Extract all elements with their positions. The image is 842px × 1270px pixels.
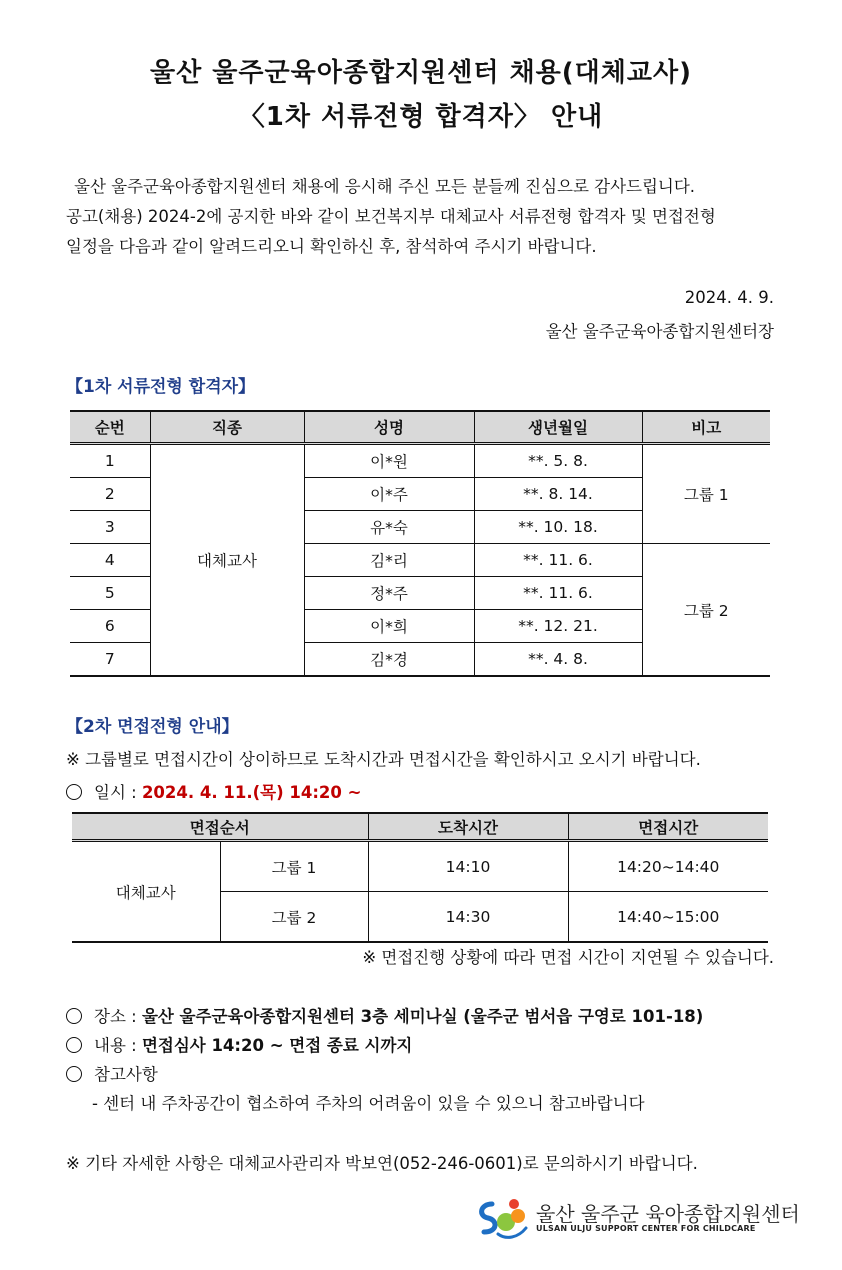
- row-name: 유*숙: [304, 511, 474, 544]
- interview-schedule-table: [72, 812, 768, 943]
- table-row: [72, 841, 768, 892]
- datetime-label: 일시 :: [94, 783, 142, 802]
- row-no: 5: [70, 577, 150, 610]
- row-name: 정*주: [304, 577, 474, 610]
- row-no: 1: [70, 444, 150, 478]
- job-cell: 대체교사: [72, 841, 220, 943]
- group-1-cell: 그룹 1: [642, 444, 770, 544]
- place-label: 장소 :: [94, 1007, 142, 1026]
- header-interview: 면접시간: [568, 813, 768, 841]
- header-note: 비고: [642, 411, 770, 444]
- content-value: 면접심사 14:20 ~ 면접 종료 시까지: [141, 1036, 413, 1055]
- section1-title: 【1차 서류전형 합격자】: [66, 377, 256, 397]
- table-header-row: [72, 813, 768, 841]
- reference-item: - 센터 내 주차공간이 협소하여 주차의 어려움이 있을 수 있으니 참고바랍니다: [92, 1094, 645, 1113]
- intro-line-3: 일정을 다음과 같이 알려드리오니 확인하신 후, 참석하여 주시기 바랍니다.: [66, 237, 597, 256]
- header-arrival: 도착시간: [368, 813, 568, 841]
- row-birth: **. 4. 8.: [474, 643, 642, 677]
- header-job: 직종: [150, 411, 304, 444]
- row-no: 6: [70, 610, 150, 643]
- row-name: 이*주: [304, 478, 474, 511]
- row-birth: **. 12. 21.: [474, 610, 642, 643]
- row-birth: **. 11. 6.: [474, 544, 642, 577]
- contact-note: ※ 기타 자세한 사항은 대체교사관리자 박보연(052-246-0601)로 문의하시기 바랍니다.: [66, 1154, 698, 1173]
- document-title-line2: 〈1차 서류전형 합격자〉 안내: [238, 102, 604, 132]
- circle-bullet-icon: [66, 1066, 82, 1082]
- interview-datetime: [66, 779, 361, 803]
- row-no: 4: [70, 544, 150, 577]
- place-line: [66, 1003, 703, 1027]
- header-birth: 생년월일: [474, 411, 642, 444]
- section2-title: 【2차 면접전형 안내】: [66, 717, 239, 737]
- circle-bullet-icon: [66, 1037, 82, 1053]
- issue-date: 2024. 4. 9.: [684, 288, 774, 307]
- document-pass-table: [70, 410, 770, 677]
- header-name: 성명: [304, 411, 474, 444]
- circle-bullet-icon: [66, 1008, 82, 1024]
- row-no: 2: [70, 478, 150, 511]
- content-line: [66, 1032, 412, 1056]
- group-time-notice: ※ 그룹별로 면접시간이 상이하므로 도착시간과 면접시간을 확인하시고 오시기 바랍니다.: [66, 750, 701, 769]
- row-name: 이*희: [304, 610, 474, 643]
- row-name: 김*경: [304, 643, 474, 677]
- group-2-cell: 그룹 2: [642, 544, 770, 677]
- center-logo: [474, 1196, 800, 1240]
- row-no: 3: [70, 511, 150, 544]
- row-birth: **. 5. 8.: [474, 444, 642, 478]
- header-order: 면접순서: [72, 813, 368, 841]
- intro-line-2: 공고(채용) 2024-2에 공지한 바와 같이 보건복지부 대체교사 서류전형 합격자 및 면접전형: [66, 207, 716, 226]
- datetime-value: 2024. 4. 11.(목) 14:20 ~: [141, 783, 362, 802]
- table-row: [70, 444, 770, 478]
- circle-bullet-icon: [66, 784, 82, 800]
- intro-paragraph: [66, 172, 776, 262]
- interview-cell: 14:40~15:00: [568, 892, 768, 943]
- row-name: 김*리: [304, 544, 474, 577]
- issuer-name: 울산 울주군육아종합지원센터장: [545, 322, 774, 341]
- interview-cell: 14:20~14:40: [568, 841, 768, 892]
- intro-line-1: 울산 울주군육아종합지원센터 채용에 응시해 주신 모든 분들께 진심으로 감사드립니다.: [74, 177, 696, 196]
- job-cell: 대체교사: [150, 444, 304, 677]
- group-cell: 그룹 1: [220, 841, 368, 892]
- table-header-row: [70, 411, 770, 444]
- logo-subtitle: ULSAN ULJU SUPPORT CENTER FOR CHILDCARE: [536, 1224, 756, 1233]
- reference-line: [66, 1061, 158, 1085]
- logo-name: 울산 울주군 육아종합지원센터: [536, 1202, 800, 1226]
- row-birth: **. 8. 14.: [474, 478, 642, 511]
- arrival-cell: 14:10: [368, 841, 568, 892]
- reference-label: 참고사항: [94, 1065, 158, 1084]
- header-no: 순번: [70, 411, 150, 444]
- place-value: 울산 울주군육아종합지원센터 3층 세미나실 (울주군 범서읍 구영로 101-18): [141, 1007, 704, 1026]
- row-name: 이*원: [304, 444, 474, 478]
- center-logo-mark-icon: [474, 1196, 532, 1240]
- delay-note: ※ 면접진행 상황에 따라 면접 시간이 지연될 수 있습니다.: [362, 948, 774, 967]
- row-birth: **. 11. 6.: [474, 577, 642, 610]
- row-birth: **. 10. 18.: [474, 511, 642, 544]
- arrival-cell: 14:30: [368, 892, 568, 943]
- document-title-line1: 울산 울주군육아종합지원센터 채용(대체교사): [149, 58, 693, 88]
- content-label: 내용 :: [94, 1036, 142, 1055]
- row-no: 7: [70, 643, 150, 677]
- group-cell: 그룹 2: [220, 892, 368, 943]
